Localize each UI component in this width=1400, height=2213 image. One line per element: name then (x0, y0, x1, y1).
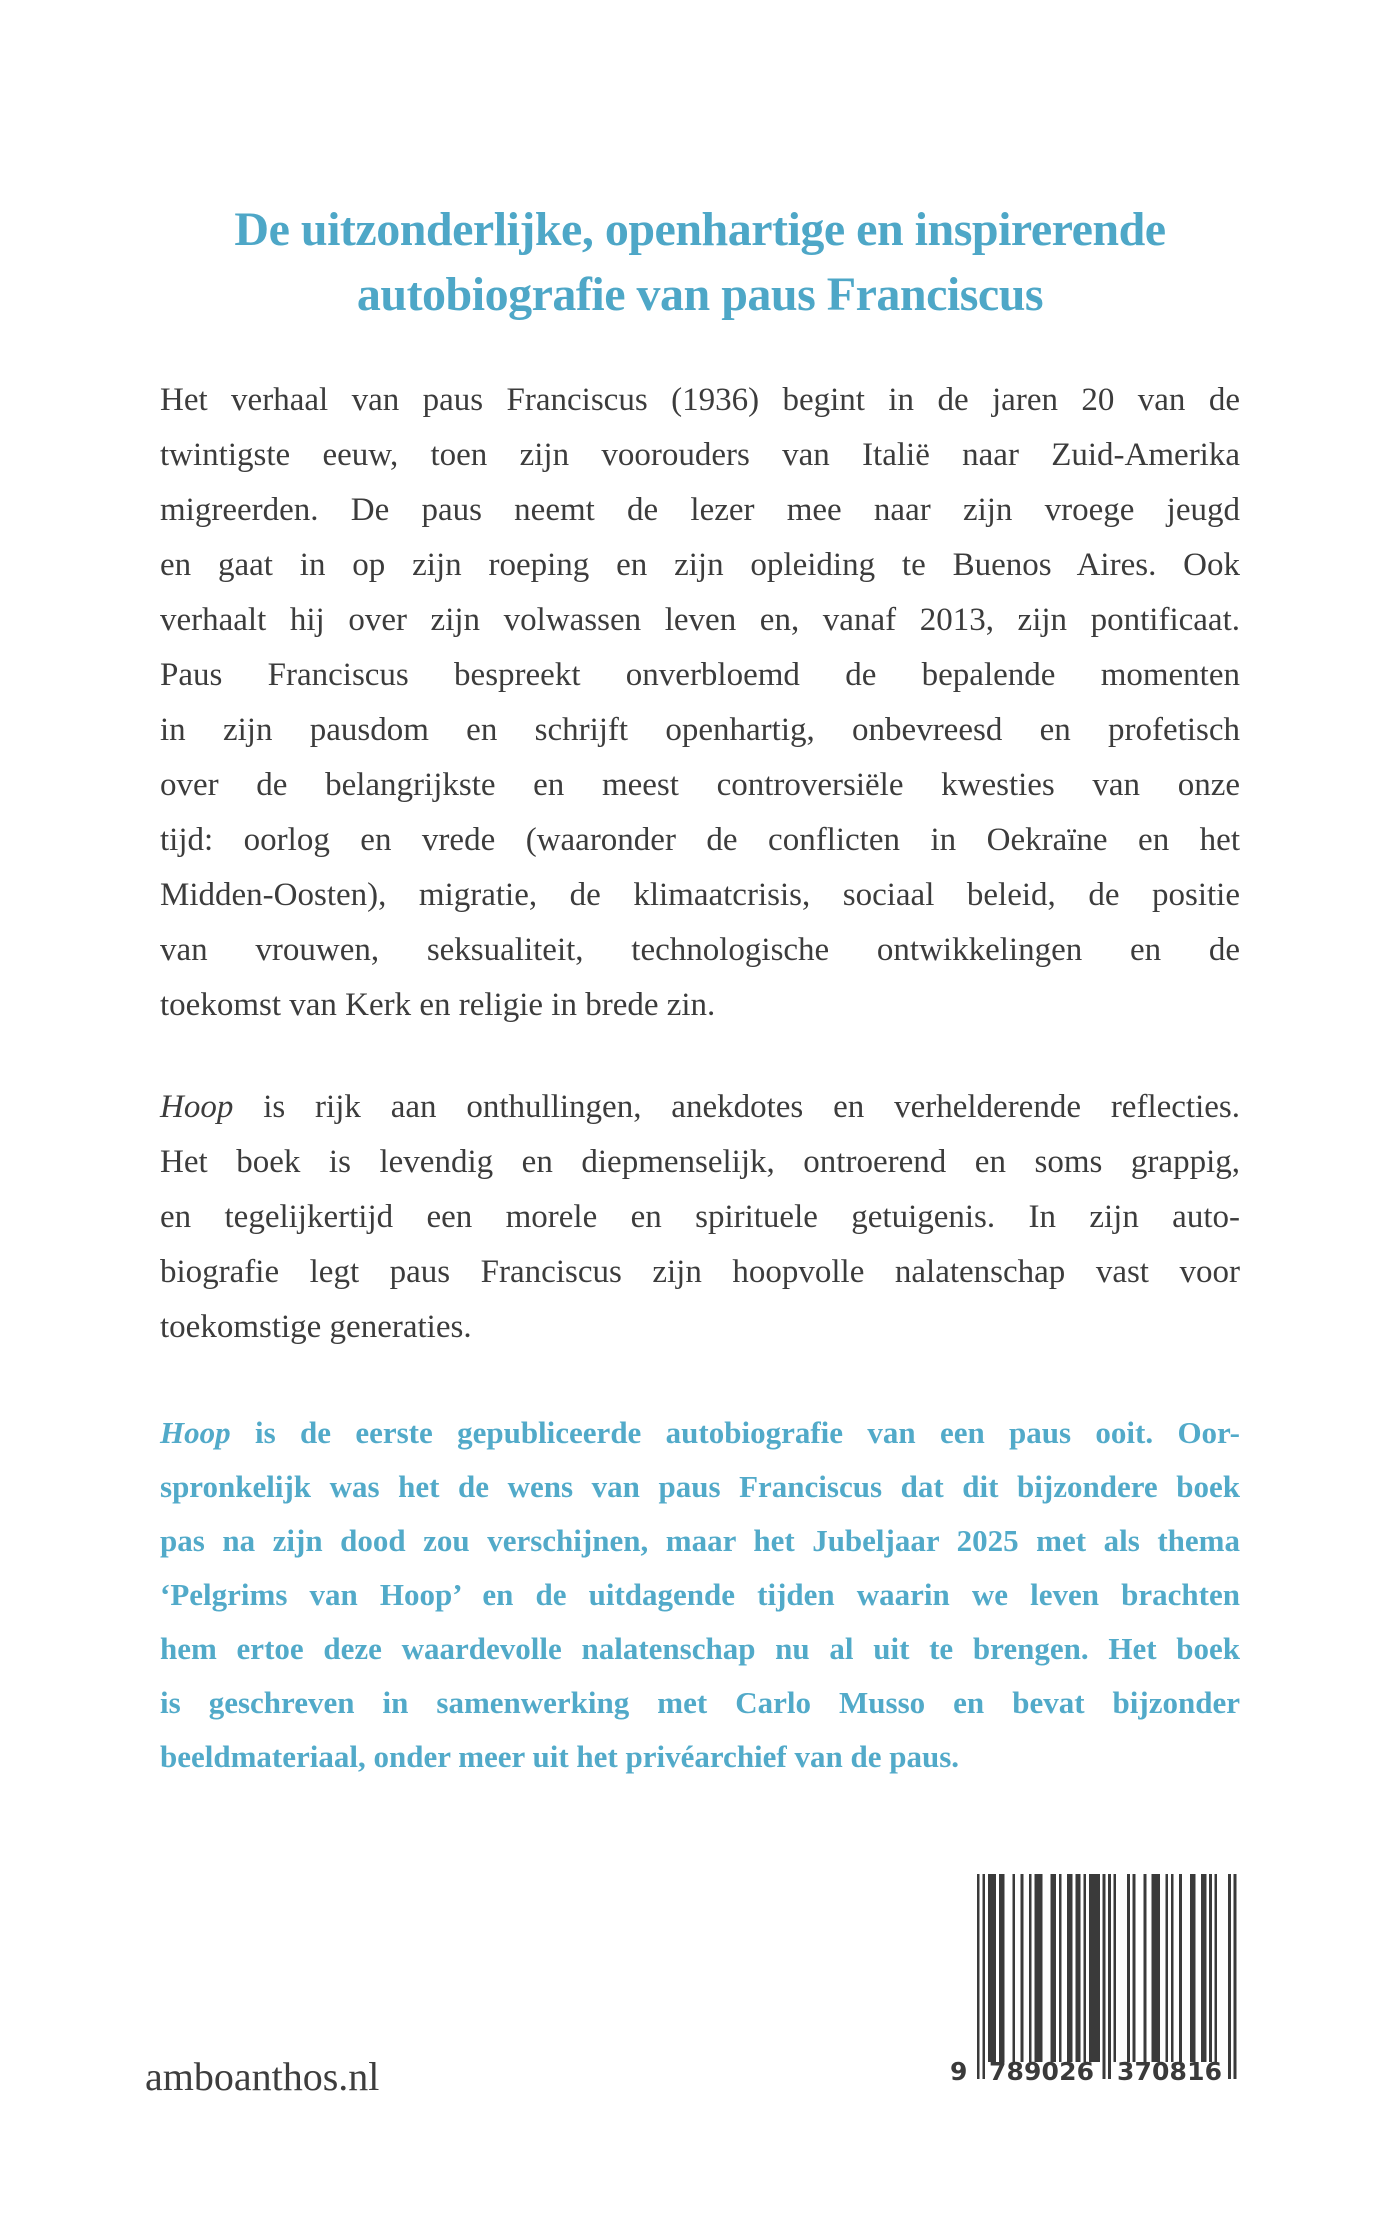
publisher-note-line: is geschreven in samenwerking met Carlo Musso en bevat bijzonder (160, 1685, 1240, 1720)
book-title-italic: Hoop (160, 1415, 231, 1450)
synopsis-line: twintigste eeuw, toen zijn voorouders van Italië naar Zuid-Amerika (160, 437, 1240, 473)
synopsis-line: en gaat in op zijn roeping en zijn opleiding te Buenos Aires. Ook (160, 547, 1240, 583)
description-line: en tegelijkertijd een morele en spirituele getuigenis. In zijn auto- (160, 1199, 1240, 1235)
synopsis-line: Het verhaal van paus Franciscus (1936) begint in de jaren 20 van de (160, 382, 1240, 418)
synopsis-line: Paus Franciscus bespreekt onverbloemd de bepalende momenten (160, 657, 1240, 693)
publisher-note-line: pas na zijn dood zou verschijnen, maar het Jubeljaar 2025 met als thema (160, 1523, 1240, 1558)
synopsis-line: in zijn pausdom en schrijft openhartig, onbevreesd en profetisch (160, 712, 1240, 748)
description-line: biografie legt paus Franciscus zijn hoopvolle nalatenschap vast voor (160, 1254, 1240, 1290)
barcode-digits-left: 789026 (989, 2057, 1094, 2086)
tagline-line-2: autobiografie van paus Franciscus (356, 268, 1044, 321)
description-line (160, 1080, 1240, 1135)
synopsis-line: van vrouwen, seksualiteit, technologische ontwikkelingen en de (160, 932, 1240, 968)
synopsis-line: toekomst van Kerk en religie in brede zin. (160, 987, 716, 1023)
publisher-note-paragraph (160, 1406, 1240, 1784)
publisher-note-line: beeldmateriaal, onder meer uit het privéarchief van de paus. (160, 1739, 960, 1774)
synopsis-paragraph (160, 373, 1240, 1033)
synopsis-line: tijd: oorlog en vrede (waaronder de conflicten in Oekraïne en het (160, 822, 1240, 858)
publisher-note-line: hem ertoe deze waardevolle nalatenschap nu al uit te brengen. Het boek (160, 1631, 1240, 1666)
synopsis-line: over de belangrijkste en meest controversiële kwesties van onze (160, 767, 1240, 803)
synopsis-line: verhaalt hij over zijn volwassen leven en, vanaf 2013, zijn pontificaat. (160, 602, 1240, 638)
description-line: toekomstige generaties. (160, 1309, 472, 1345)
description-line-text: is rijk aan onthullingen, anekdotes en verhelderende reflecties. (233, 1089, 1240, 1125)
publisher-note-line: ‘Pelgrims van Hoop’ en de uitdagende tijden waarin we leven brachten (160, 1577, 1240, 1612)
cover-tagline (0, 0, 1400, 327)
publisher-note-line (160, 1406, 1240, 1460)
barcode-digits-right: 370816 (1117, 2057, 1222, 2086)
isbn-barcode (942, 1874, 1242, 2086)
publisher-note-line: spronkelijk was het de wens van paus Franciscus dat dit bijzondere boek (160, 1469, 1240, 1504)
barcode-svg (942, 1874, 1242, 2086)
synopsis-line: Midden-Oosten), migratie, de klimaatcrisis, sociaal beleid, de positie (160, 877, 1240, 913)
barcode-bars (977, 1874, 1236, 2079)
barcode-digit-lead: 9 (950, 2057, 968, 2086)
book-title-italic: Hoop (160, 1089, 234, 1125)
publisher-website: amboanthos.nl (145, 2054, 380, 2099)
description-paragraph (160, 1080, 1240, 1355)
description-line: Het boek is levendig en diepmenselijk, ontroerend en soms grappig, (160, 1144, 1240, 1180)
publisher-note-line-text: is de eerste gepubliceerde autobiografie van een paus ooit. Oor- (230, 1415, 1240, 1450)
tagline-line-1: De uitzonderlijke, openhartige en inspirerende (234, 203, 1166, 256)
synopsis-line: migreerden. De paus neemt de lezer mee naar zijn vroege jeugd (160, 492, 1240, 528)
